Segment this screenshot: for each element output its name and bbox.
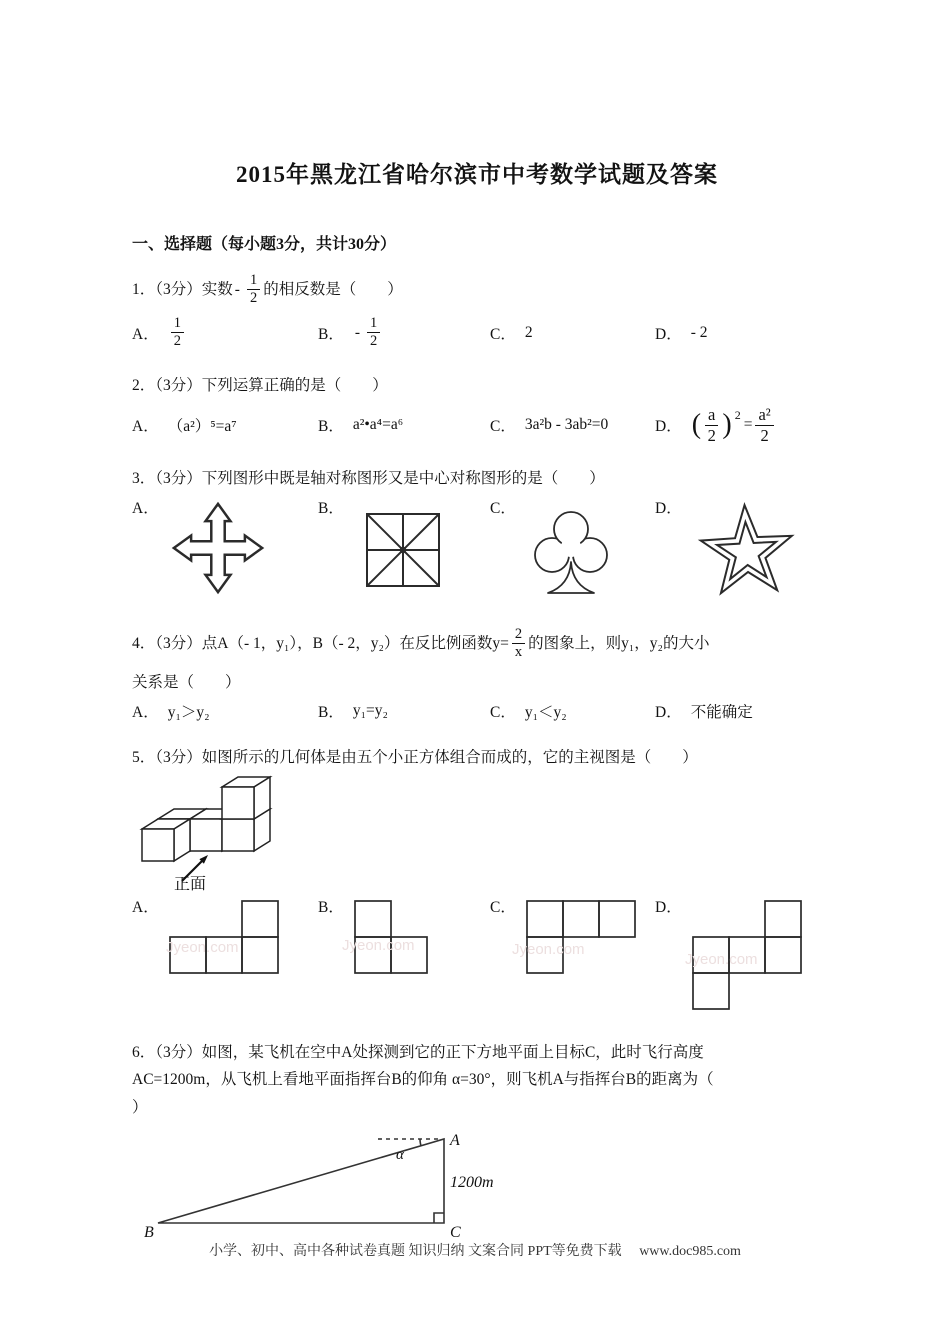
q2-option-d xyxy=(655,405,822,445)
q2-option-d-exponent: 2 xyxy=(734,407,741,422)
q4-option-a-label: A． xyxy=(132,703,159,721)
q4-stem-pre: 4．（3分）点A（- 1，y₁），B（- 2，y₂）在反比例函数y= xyxy=(132,635,509,653)
question-6-stem xyxy=(132,1039,822,1122)
question-5-options xyxy=(132,895,822,1013)
page-footer xyxy=(0,1240,950,1260)
q4-option-d-text: 不能确定 xyxy=(690,703,753,721)
q1-option-b-num: 1 xyxy=(367,315,380,333)
view-grid-b xyxy=(353,899,431,977)
q2-option-d-lparen: ( xyxy=(691,409,702,441)
view-grid-c xyxy=(525,899,639,977)
q4-option-b-text: y₁=y₂ xyxy=(352,701,388,719)
q1-option-a-label: A． xyxy=(132,325,159,343)
q1-option-c-label: C． xyxy=(490,325,516,343)
q2-option-b-text: a²•a⁴=a⁶ xyxy=(352,416,404,434)
pinwheel-shape xyxy=(353,500,453,600)
question-4-stem-line2: 关系是（ ） xyxy=(132,673,241,691)
question-2-options xyxy=(132,405,822,445)
q1-stem-post: 的相反数是（ ） xyxy=(263,281,403,299)
q4-option-d xyxy=(655,700,822,722)
q4-option-c-text: y₁＜y₂ xyxy=(524,703,567,721)
q3-option-c-label: C． xyxy=(490,500,516,518)
footer-text: 小学、初中、高中各种试卷真题 知识归纳 文案合同 PPT等免费下载 xyxy=(209,1244,622,1259)
question-1 xyxy=(132,272,822,350)
question-6 xyxy=(132,1039,822,1246)
q1-stem-pre: 1．（3分）实数 xyxy=(132,281,233,299)
view-grid-d xyxy=(691,899,805,1013)
club-shape xyxy=(525,500,617,600)
question-1-options xyxy=(132,315,822,350)
q2-option-d-equals: = xyxy=(743,416,753,434)
five-pointed-star-shape xyxy=(691,500,803,602)
q1-option-b-fraction xyxy=(367,315,380,350)
q4-option-a-text: y₁＞y₂ xyxy=(167,703,210,721)
q2-option-c-label: C． xyxy=(490,418,516,436)
q1-stem-fraction-denominator: 2 xyxy=(249,290,258,307)
q2-option-a-text: （a²）⁵=a⁷ xyxy=(167,418,237,436)
watermark: Jyeon.com xyxy=(342,936,415,954)
q1-option-b-label: B． xyxy=(318,325,344,343)
question-1-stem xyxy=(132,272,822,307)
question-5-stem: 5．（3分）如图所示的几何体是由五个小正方体组合而成的，它的主视图是（ ） xyxy=(132,748,698,766)
question-4 xyxy=(132,626,822,721)
question-4-options xyxy=(132,700,822,722)
q1-minus-sign: - xyxy=(234,281,240,299)
q1-option-a-den: 2 xyxy=(173,333,181,350)
q3-option-b-label: B． xyxy=(318,500,344,518)
alpha-angle-label: α xyxy=(396,1147,404,1164)
view-grid-a xyxy=(168,899,282,977)
q5-option-b-label: B． xyxy=(318,898,344,916)
q4-option-b xyxy=(318,700,490,722)
q1-option-d xyxy=(655,315,822,350)
q2-option-d-label: D． xyxy=(655,418,682,436)
q4-stem-fraction xyxy=(512,626,525,661)
q2-option-a xyxy=(132,405,318,445)
q5-option-a xyxy=(132,895,318,1013)
question-3-options xyxy=(132,496,822,602)
q2-option-d-frac1-num: a xyxy=(705,405,718,425)
q3-option-c xyxy=(490,496,655,602)
q2-option-b xyxy=(318,405,490,445)
q2-option-d-frac1-den: 2 xyxy=(707,425,716,445)
q5-option-b xyxy=(318,895,490,1013)
q4-option-c xyxy=(490,700,655,722)
q1-option-a-num: 1 xyxy=(171,315,184,333)
section-heading: 一、选择题（每小题3分，共计30分） xyxy=(132,236,397,253)
q4-option-c-label: C． xyxy=(490,703,516,721)
q2-option-d-frac2-num: a² xyxy=(755,405,773,425)
q2-option-a-label: A． xyxy=(132,418,159,436)
watermark: Jyeon.com xyxy=(166,938,239,956)
question-3 xyxy=(132,465,822,602)
q1-stem-fraction-numerator: 1 xyxy=(247,272,260,290)
vertex-c-label: C xyxy=(450,1224,461,1242)
question-2-stem: 2．（3分）下列运算正确的是（ ） xyxy=(132,377,388,395)
q5-option-a-label: A． xyxy=(132,898,159,916)
q3-option-b xyxy=(318,496,490,602)
q6-stem-line2: AC=1200m，从飞机上看地平面指挥台B的仰角 α=30°，则飞机A与指挥台B的距离为（ xyxy=(132,1071,714,1089)
watermark: Jyeon.com xyxy=(685,950,758,968)
question-4-stem-line1 xyxy=(132,626,822,661)
q5-option-d xyxy=(655,895,822,1013)
q1-option-b xyxy=(318,315,490,350)
q1-option-d-text: - 2 xyxy=(690,323,708,341)
q5-option-c xyxy=(490,895,655,1013)
vertex-a-label: A xyxy=(450,1132,460,1150)
q3-option-a-label: A． xyxy=(132,500,159,518)
q1-option-b-minus: - xyxy=(354,323,361,341)
four-way-arrow-shape xyxy=(168,500,268,596)
q2-option-d-fraction1 xyxy=(705,405,718,445)
q2-option-d-rparen: ) xyxy=(722,409,732,441)
q4-option-a xyxy=(132,700,318,722)
q1-option-d-label: D． xyxy=(655,325,682,343)
q2-option-d-fraction2 xyxy=(755,405,773,445)
q4-stem-mid: 的图象上，则y₁，y₂的大小 xyxy=(528,635,710,653)
q4-fraction-num: 2 xyxy=(512,626,525,644)
right-triangle-figure xyxy=(144,1125,516,1245)
q1-option-a-fraction xyxy=(171,315,184,350)
question-3-stem: 3．（3分）下列图形中既是轴对称图形又是中心对称图形的是（ ） xyxy=(132,470,605,488)
height-1200m-label: 1200m xyxy=(450,1174,494,1192)
q2-option-c-text: 3a²b - 3ab²=0 xyxy=(524,416,609,434)
q2-option-c xyxy=(490,405,655,445)
q2-option-d-frac2-den: 2 xyxy=(760,425,769,445)
q1-option-b-den: 2 xyxy=(370,333,378,350)
q5-option-d-label: D． xyxy=(655,898,682,916)
question-5 xyxy=(132,744,822,1013)
q6-stem-line1: 6．（3分）如图，某飞机在空中A处探测到它的正下方地平面上目标C，此时飞行高度 xyxy=(132,1043,704,1061)
footer-url: www.doc985.com xyxy=(639,1244,741,1259)
page-title: 2015年黑龙江省哈尔滨市中考数学试题及答案 xyxy=(236,162,718,187)
q1-stem-fraction xyxy=(247,272,260,307)
vertex-b-label: B xyxy=(144,1224,154,1242)
q1-option-c xyxy=(490,315,655,350)
q6-stem-line3: ） xyxy=(132,1098,148,1116)
q1-option-c-text: 2 xyxy=(524,323,533,341)
q2-option-b-label: B． xyxy=(318,418,344,436)
q3-option-d-label: D． xyxy=(655,500,682,518)
q4-fraction-den: x xyxy=(514,644,523,661)
front-view-label: 正面 xyxy=(174,875,207,893)
cubes-3d-figure xyxy=(138,775,298,893)
q4-option-b-label: B． xyxy=(318,703,344,721)
q3-option-d xyxy=(655,496,822,602)
question-2 xyxy=(132,372,822,445)
q3-option-a xyxy=(132,496,318,602)
q1-option-a xyxy=(132,315,318,350)
watermark: Jyeon.com xyxy=(512,940,585,958)
q5-option-c-label: C． xyxy=(490,898,516,916)
q4-option-d-label: D． xyxy=(655,703,682,721)
